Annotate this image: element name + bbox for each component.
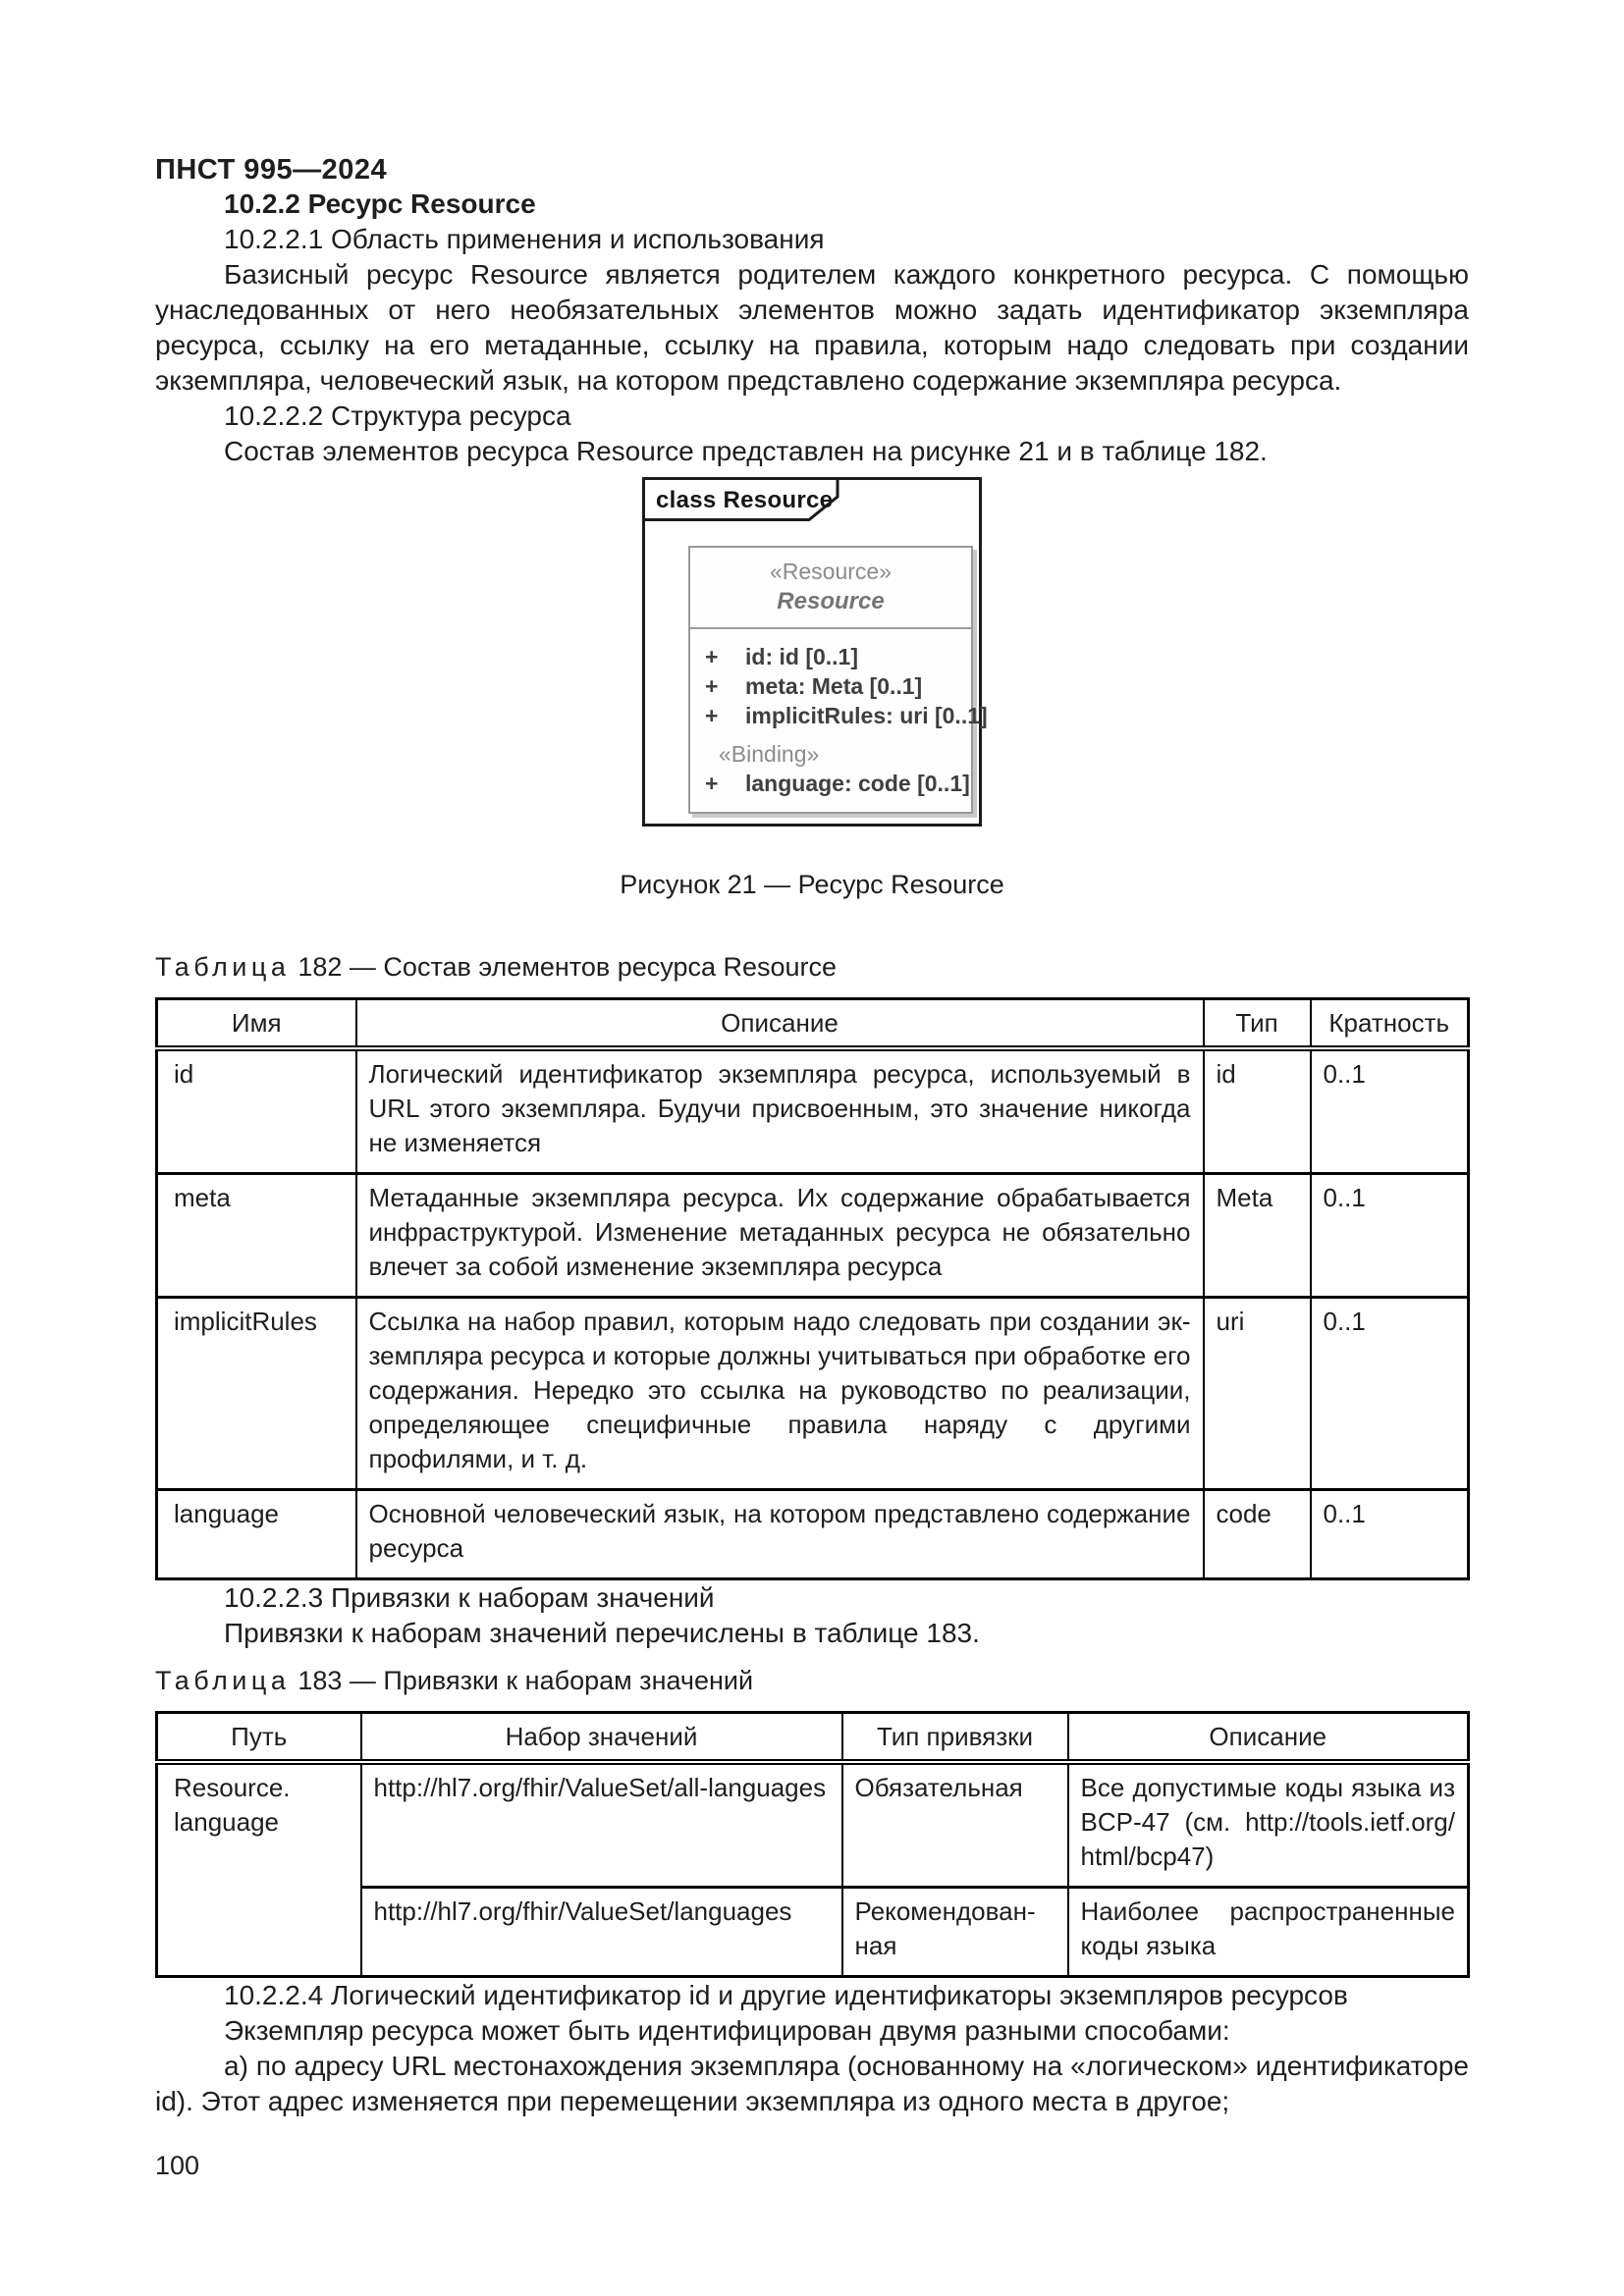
table-182-caption — [155, 950, 1469, 984]
uml-attributes-compartment — [690, 629, 988, 812]
element-description: Ссылка на набор правил, которым надо следовать при создании экземпляра ресурса и которые должны учитываться при обработке его содержания. Нередко это ссылка на руководство по реализации, определяющее специфичные правила наряду с другими профилями, и т. д. — [356, 1298, 1204, 1490]
uml-class-name: Resource — [777, 588, 885, 614]
element-name: language — [157, 1490, 356, 1579]
element-description: Основной человеческий язык, на котором представлено содержание ресурса — [356, 1490, 1204, 1579]
binding-description: Наиболее распространенные коды языка — [1068, 1888, 1469, 1977]
binding-path: Resource.​language — [157, 1762, 361, 1977]
element-description: Метаданные экземпляра ресурса. Их содержание обрабатывается инфраструктурой. Изменение метаданных ресурса не обязательно влечет за собой изменение экземпляра ресурса — [356, 1174, 1204, 1298]
element-cardinality: 0..1 — [1311, 1298, 1469, 1490]
binding-description: Все допустимые коды языка из BCP-47 (см. http://tools.ietf.org/​html/bcp47) — [1068, 1762, 1469, 1888]
uml-class-box — [688, 546, 988, 814]
figure-caption: Рисунок 21 — Ресурс Resource — [620, 870, 1004, 899]
table-183 — [155, 1711, 1470, 1978]
uml-attribute-text: id: id [0..1] — [745, 644, 858, 669]
column-header-description: Описание — [356, 999, 1204, 1049]
visibility-plus: + — [705, 644, 719, 669]
visibility-plus: + — [705, 771, 719, 796]
page-number: 100 — [155, 2151, 200, 2180]
running-header: ПНСТ 995—2024 — [155, 154, 388, 186]
table-caption-word: Таблица — [155, 952, 291, 982]
table-caption-text: 182 — Состав элементов ресурса Resource — [298, 952, 838, 982]
uml-attribute — [702, 671, 965, 701]
uml-class-header — [690, 548, 971, 629]
table-182 — [155, 997, 1470, 1580]
paragraph-structure: Состав элементов ресурса Resource представлен на рисунке 21 и в таблице 182. — [224, 436, 1268, 466]
element-type: code — [1204, 1490, 1311, 1579]
uml-attribute — [702, 769, 970, 798]
column-header-name: Имя — [157, 999, 356, 1049]
section-heading-10-2-2-1: 10.2.2.1 Область применения и использования — [224, 224, 825, 254]
table-caption-text: 183 — Привязки к наборам значений — [298, 1666, 754, 1695]
uml-attribute-text: implicitRules: uri [0..1] — [745, 703, 988, 728]
table-header-row — [157, 999, 1469, 1049]
table-header-row — [157, 1713, 1469, 1763]
paragraph-bindings: Привязки к наборам значений перечислены в таблице 183. — [224, 1618, 980, 1648]
element-name: implicitRules — [157, 1298, 356, 1490]
table-row — [157, 1762, 1469, 1888]
column-header-binding-type: Тип привязки — [842, 1713, 1068, 1763]
paragraph-id-intro: Экземпляр ресурса может быть идентифицирован двумя разными способами: — [224, 2015, 1230, 2046]
uml-attribute — [702, 701, 988, 730]
binding-type: Рекомендованная — [842, 1888, 1068, 1977]
section-heading-10-2-2-3: 10.2.2.3 Привязки к наборам значений — [224, 1582, 715, 1613]
column-header-valueset: Набор значений — [361, 1713, 842, 1763]
table-row — [157, 1174, 1469, 1298]
element-cardinality: 0..1 — [1311, 1048, 1469, 1174]
element-description: Логический идентификатор экземпляра ресурса, используемый в URL этого экземпляра. Будучи присвоенным, это значение никогда не изменяется — [356, 1048, 1204, 1174]
element-name: meta — [157, 1174, 356, 1298]
paragraph-id-method-a: а) по адресу URL местонахождения экземпляра (основанному на «логическом» идентификаторе id). Этот адрес изменяется при перемещении экземпляра из одного места в другое; — [155, 2051, 1469, 2116]
element-cardinality: 0..1 — [1311, 1490, 1469, 1579]
column-header-path: Путь — [157, 1713, 361, 1763]
uml-class-diagram-frame — [642, 477, 988, 827]
section-heading-10-2-2-4: 10.2.2.4 Логический идентификатор id и другие идентификаторы экземпляров ресурсов — [224, 1980, 1348, 2010]
uml-stereotype: «Resource» — [769, 559, 893, 584]
table-row — [157, 1048, 1469, 1174]
uml-attribute — [702, 642, 965, 671]
section-heading-10-2-2-2: 10.2.2.2 Структура ресурса — [224, 400, 571, 431]
table-row — [157, 1298, 1469, 1490]
element-type: uri — [1204, 1298, 1311, 1490]
column-header-cardinality: Кратность — [1311, 999, 1469, 1049]
uml-attribute-text: language: code [0..1] — [745, 771, 970, 796]
element-name: id — [157, 1048, 356, 1174]
element-type: Meta — [1204, 1174, 1311, 1298]
visibility-plus: + — [705, 673, 719, 699]
element-type: id — [1204, 1048, 1311, 1174]
table-183-caption — [155, 1664, 1469, 1697]
visibility-plus: + — [705, 703, 719, 728]
paragraph-scope: Базисный ресурс Resource является родителем каждого конкретного ресурса. С помощью унаследованных от него необязательных элементов можно задать идентификатор экземпляра ресурса, ссылку на его метаданные, ссылку на правила, которым надо следовать при создании экземпляра, человеческий язык, на котором представлено содержание экземпляра ресурса. — [155, 259, 1469, 396]
element-cardinality: 0..1 — [1311, 1174, 1469, 1298]
column-header-type: Тип — [1204, 999, 1311, 1049]
uml-attribute-text: meta: Meta [0..1] — [745, 673, 923, 699]
section-heading-10-2-2: 10.2.2 Ресурс Resource — [224, 188, 536, 219]
valueset-url: http://hl7.org/fhir/ValueSet/all-languages — [361, 1762, 842, 1888]
table-caption-word: Таблица — [155, 1666, 291, 1695]
frame-tab-label: class Resource — [656, 487, 834, 513]
valueset-url: http://hl7.org/fhir/ValueSet/languages — [361, 1888, 842, 1977]
table-row — [157, 1490, 1469, 1579]
binding-type: Обязательная — [842, 1762, 1068, 1888]
uml-binding-stereotype: «Binding» — [719, 741, 820, 767]
column-header-description: Описание — [1068, 1713, 1469, 1763]
figure-21 — [155, 477, 1469, 901]
